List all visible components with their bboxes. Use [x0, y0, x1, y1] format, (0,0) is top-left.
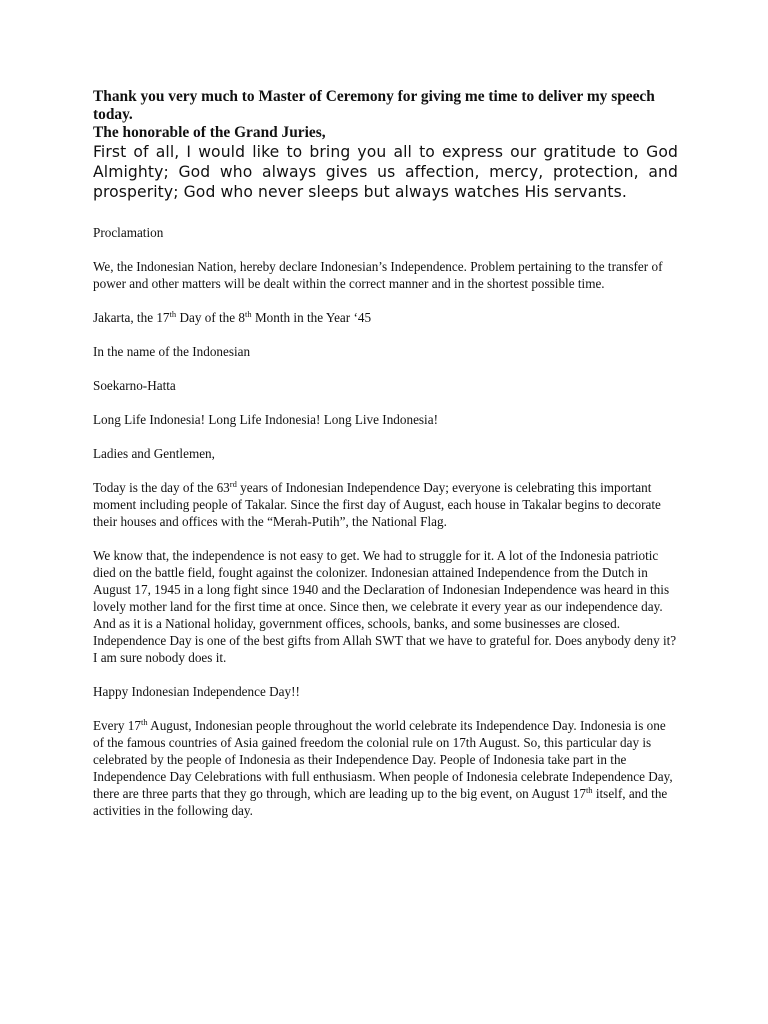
- date-mid: Day of the 8: [176, 310, 246, 325]
- date-sup1: th: [169, 309, 177, 319]
- cheer-line: Long Life Indonesia! Long Life Indonesia! Long Live Indonesia!: [93, 412, 438, 427]
- proclamation-text: We, the Indonesian Nation, hereby declare Indonesian’s Independence. Problem pertaining to the transfer of power and other matters will be dealt within the correct manner and in the shortest possible time.: [93, 259, 663, 291]
- proclamation-date: [93, 309, 678, 326]
- proclamation-heading: Proclamation: [93, 225, 164, 240]
- document-page: [93, 88, 678, 836]
- intro-gratitude: First of all, I would like to bring you all to express our gratitude to God Almighty; God who always gives us affection, mercy, protection, and prosperity; God who never sleeps but always watches His servants.: [93, 143, 678, 201]
- p3-sup1: th: [140, 717, 148, 727]
- date-post: Month in the Year ‘45: [251, 310, 372, 325]
- greeting-line: Happy Indonesian Independence Day!!: [93, 684, 300, 699]
- p3-post: itself, and the activities in the following day.: [93, 786, 668, 818]
- intro-honorable: The honorable of the Grand Juries,: [93, 124, 326, 141]
- paragraph-63rd: [93, 479, 678, 530]
- proclamation-in-name: In the name of the Indonesian: [93, 344, 251, 359]
- p3-mid: August, Indonesian people throughout the world celebrate its Independence Day. Indonesia is one of the famous countries of Asia gained freedom the colonial rule on 17th August. So, this particular day is celebrated by the people of Indonesia as their Independence Day. People of Indonesia take part in the Independence Day Celebrations with full enthusiasm. When people of Indonesia celebrate Independence Day, there are three parts that they go through, which are leading up to the big event, on August 17: [93, 718, 673, 801]
- p3-pre: Every 17: [93, 718, 141, 733]
- salutation: Ladies and Gentlemen,: [93, 446, 215, 461]
- p3-sup2: th: [585, 785, 593, 795]
- intro-thanks: Thank you very much to Master of Ceremony for giving me time to deliver my speech today.: [93, 88, 655, 123]
- date-pre: Jakarta, the 17: [93, 310, 170, 325]
- paragraph-17th-august: [93, 717, 678, 819]
- paragraph-struggle: We know that, the independence is not easy to get. We had to struggle for it. A lot of the Indonesia patriotic died on the battle field, fought against the colonizer. Indonesian attained Independence from the Dutch in August 17, 1945 in a long fight since 1940 and the Declaration of Indonesian Independence was heard in this lovely mother land for the first time at once. Since then, we celebrate it every year as our independence day. And as it is a National holiday, government offices, schools, banks, and some businesses are closed. Independence Day is one of the best gifts from Allah SWT that we have to grateful for. Does anybody deny it? I am sure nobody does it.: [93, 548, 677, 665]
- proclamation-signatories: Soekarno-Hatta: [93, 378, 176, 393]
- p1-pre: Today is the day of the 63: [93, 480, 230, 495]
- date-sup2: th: [245, 309, 252, 319]
- p1-post: years of Indonesian Independence Day; everyone is celebrating this important moment including people of Takalar. Since the first day of August, each house in Takalar begins to decorate their houses and offices with the “Merah-Putih”, the National Flag.: [93, 480, 661, 529]
- p1-sup: rd: [229, 479, 237, 489]
